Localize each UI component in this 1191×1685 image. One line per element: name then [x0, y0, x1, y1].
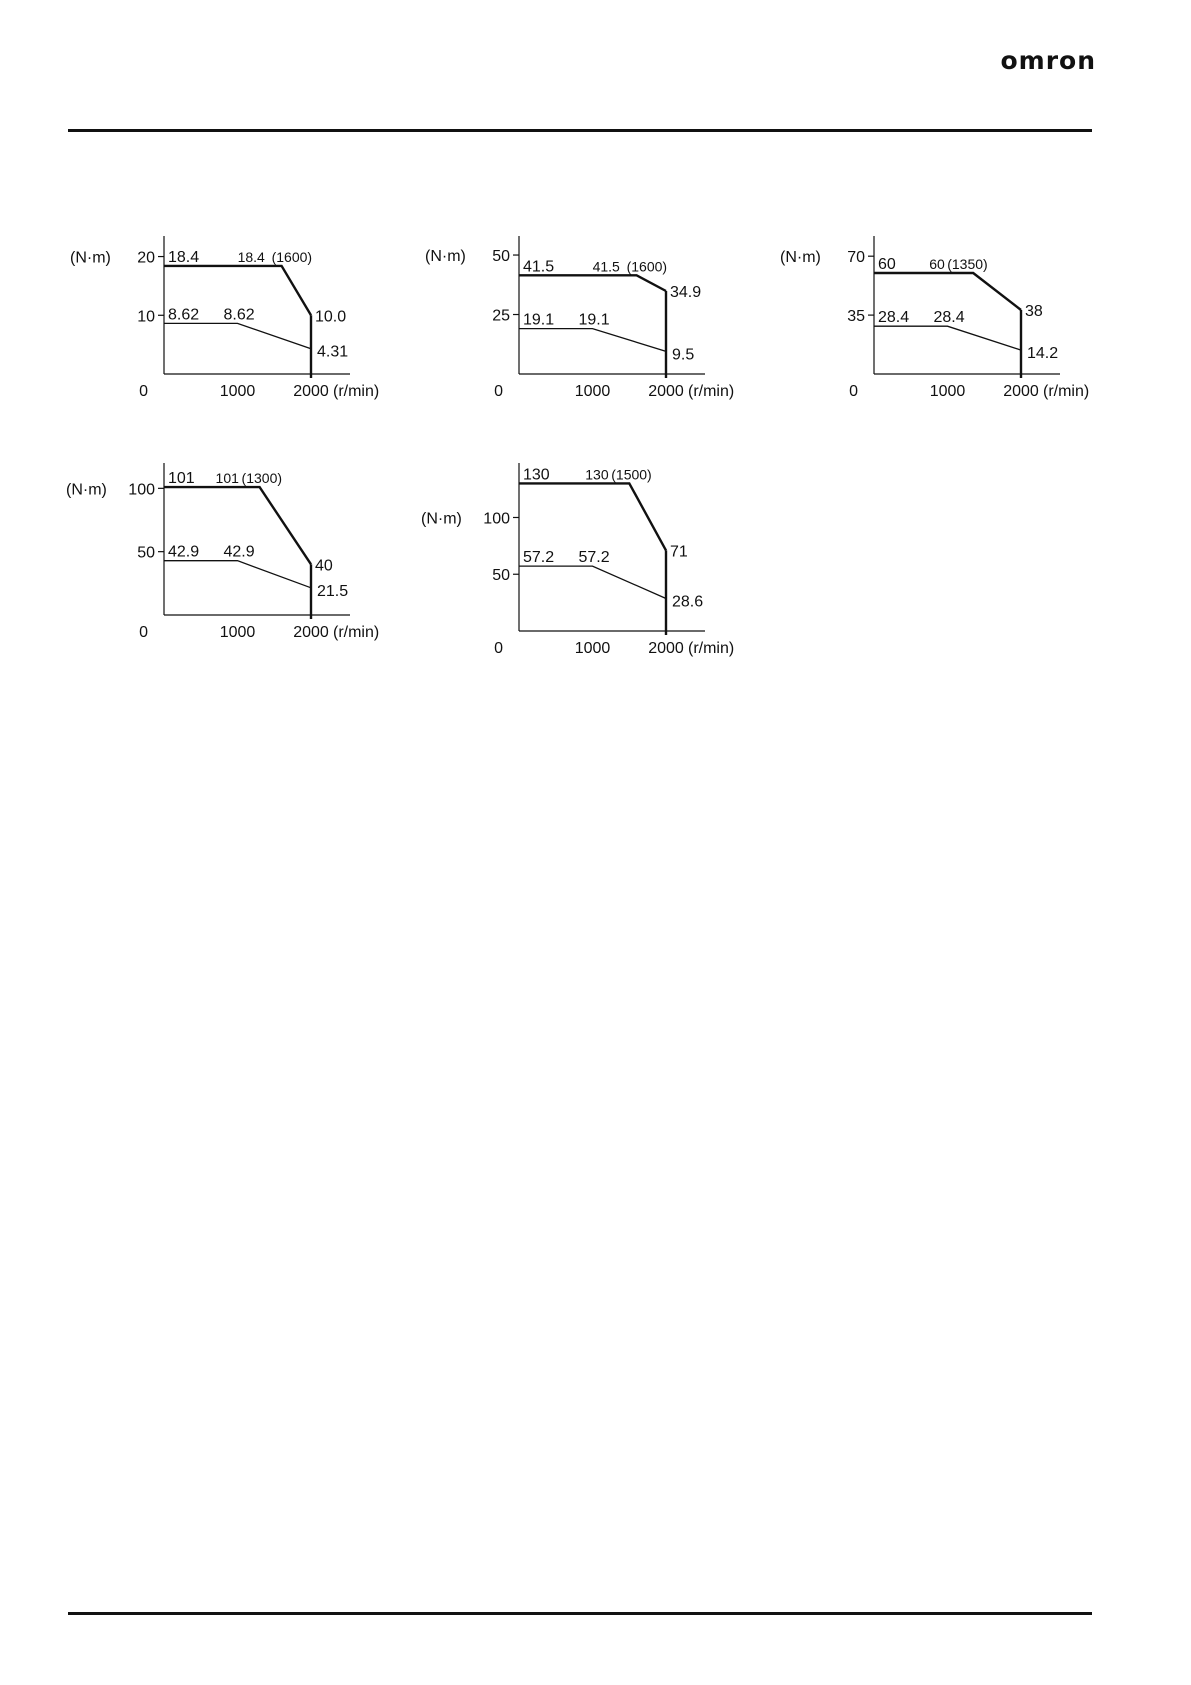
torque-chart-2 [425, 236, 745, 402]
x-unit-label: (r/min) [333, 383, 380, 400]
y-unit-label: (N·m) [66, 481, 107, 499]
rated-end-label: 14.2 [1027, 345, 1059, 363]
x-tick-label: 0 [139, 383, 148, 400]
peak-knee-label: 60 [929, 256, 945, 273]
rated-start-label: 28.4 [878, 309, 910, 327]
peak-knee-speed-label: (1500) [611, 466, 652, 483]
x-unit-label: (r/min) [688, 640, 735, 657]
y-tick-label: 10 [137, 308, 155, 326]
rated-end-label: 9.5 [672, 346, 695, 364]
peak-end-label: 40 [315, 557, 333, 575]
rated-knee-label: 57.2 [578, 549, 610, 567]
y-tick-label: 50 [137, 544, 155, 562]
peak-start-label: 41.5 [523, 258, 555, 276]
y-unit-label: (N·m) [421, 510, 462, 528]
peak-start-label: 18.4 [168, 248, 200, 266]
peak-start-label: 130 [523, 466, 550, 484]
y-tick-label: 50 [492, 248, 510, 266]
torque-chart-3 [780, 236, 1100, 402]
x-unit-label: (r/min) [688, 383, 735, 400]
rated-start-label: 57.2 [523, 549, 555, 567]
rated-torque-curve [519, 329, 666, 352]
peak-start-label: 60 [878, 256, 896, 274]
omron-logo: omron [1000, 46, 1096, 75]
peak-torque-curve [519, 483, 666, 550]
peak-knee-label: 18.4 [237, 248, 265, 265]
y-tick-label: 100 [483, 510, 510, 528]
rated-torque-curve [519, 566, 666, 598]
x-tick-label: 1000 [574, 383, 611, 400]
torque-chart-5 [421, 463, 745, 663]
rated-torque-curve [874, 326, 1021, 350]
y-tick-label: 70 [847, 249, 865, 267]
x-tick-label: 2000 [648, 640, 684, 657]
rated-knee-label: 28.4 [933, 309, 965, 327]
peak-torque-curve [874, 273, 1021, 310]
x-unit-label: (r/min) [1043, 383, 1090, 400]
peak-knee-speed-label: (1350) [947, 256, 988, 273]
x-tick-label: 0 [494, 640, 503, 657]
x-tick-label: 0 [139, 624, 148, 641]
x-tick-label: 1000 [219, 383, 256, 400]
torque-chart-1 [70, 236, 390, 402]
x-tick-label: 2000 [1003, 383, 1039, 400]
peak-knee-speed-label: (1600) [271, 248, 313, 265]
header-rule [68, 129, 1092, 132]
y-unit-label: (N·m) [70, 249, 111, 267]
x-tick-label: 1000 [929, 383, 966, 400]
rated-torque-curve [164, 323, 311, 348]
x-tick-label: 2000 [293, 383, 329, 400]
peak-end-label: 38 [1025, 303, 1043, 321]
peak-knee-label: 41.5 [592, 258, 620, 275]
peak-knee-speed-label: (1600) [626, 258, 668, 275]
x-tick-label: 1000 [219, 624, 256, 641]
rated-knee-label: 8.62 [223, 306, 255, 324]
peak-end-label: 34.9 [670, 283, 702, 301]
x-tick-label: 0 [849, 383, 858, 400]
peak-knee-label: 130 [585, 466, 609, 483]
y-unit-label: (N·m) [425, 248, 466, 266]
rated-end-label: 4.31 [317, 343, 349, 361]
y-tick-label: 25 [492, 307, 510, 325]
y-tick-label: 50 [492, 567, 510, 585]
x-tick-label: 0 [494, 383, 503, 400]
peak-knee-speed-label: (1300) [241, 470, 283, 487]
rated-knee-label: 42.9 [223, 543, 255, 561]
rated-start-label: 42.9 [168, 543, 200, 561]
rated-end-label: 21.5 [317, 582, 349, 600]
y-tick-label: 100 [128, 481, 155, 499]
x-tick-label: 1000 [574, 640, 611, 657]
footer-rule [68, 1612, 1092, 1615]
y-unit-label: (N·m) [780, 249, 821, 267]
rated-start-label: 8.62 [168, 306, 200, 324]
rated-torque-curve [164, 561, 311, 588]
peak-knee-label: 101 [215, 470, 239, 487]
peak-start-label: 101 [168, 470, 195, 488]
y-tick-label: 35 [847, 308, 865, 326]
peak-torque-curve [519, 275, 666, 291]
x-unit-label: (r/min) [333, 624, 380, 641]
y-tick-label: 20 [137, 249, 155, 267]
rated-knee-label: 19.1 [578, 311, 610, 329]
x-tick-label: 2000 [293, 624, 329, 641]
torque-chart-4 [66, 463, 390, 643]
peak-end-label: 71 [670, 543, 688, 561]
peak-end-label: 10.0 [315, 308, 347, 326]
rated-end-label: 28.6 [672, 593, 704, 611]
rated-start-label: 19.1 [523, 311, 555, 329]
x-tick-label: 2000 [648, 383, 684, 400]
